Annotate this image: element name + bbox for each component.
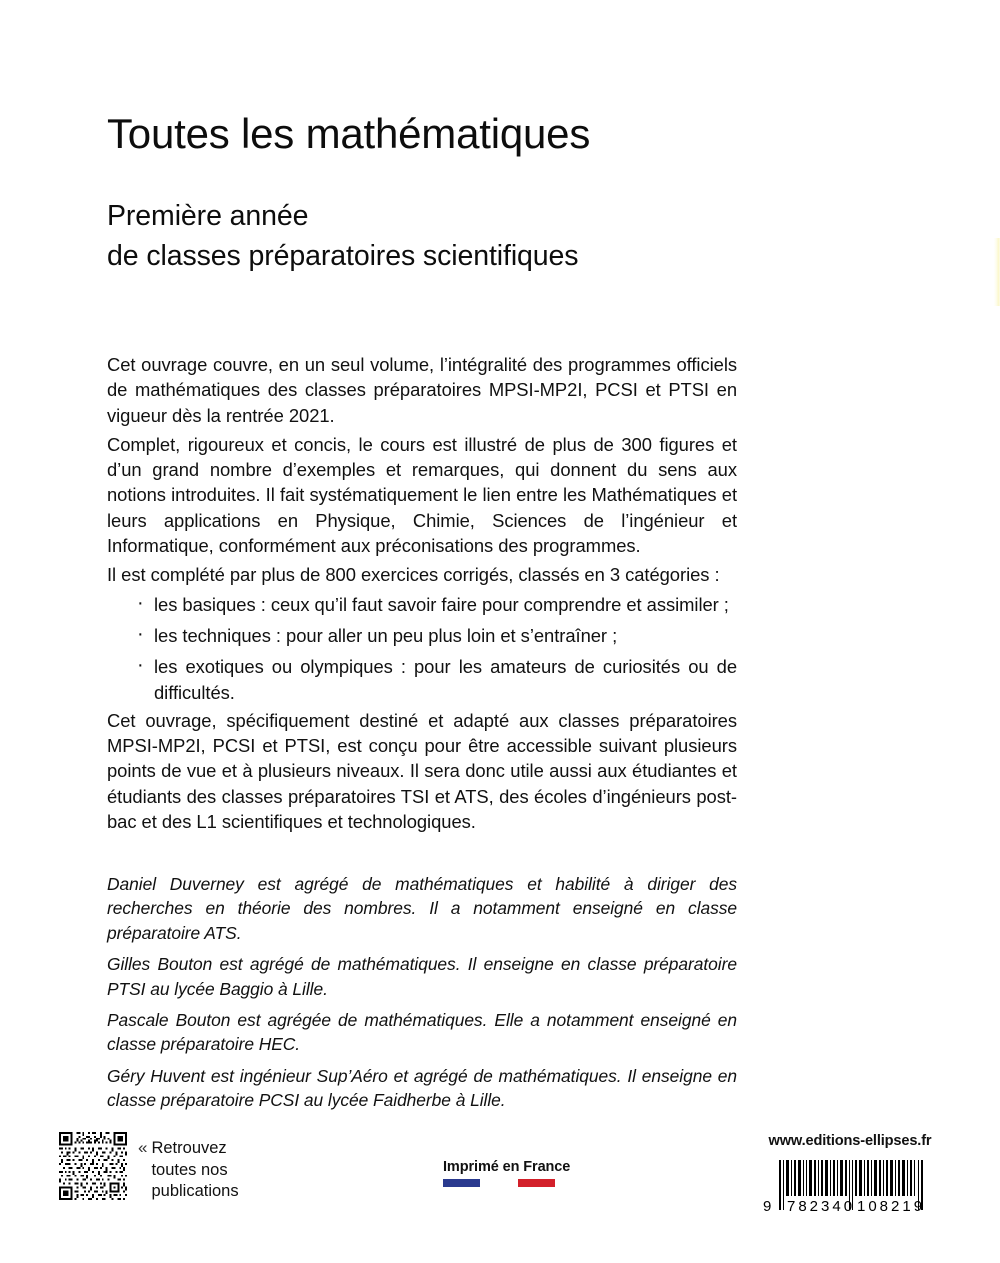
publications-line-3: publications [151,1182,239,1200]
author-bio-pascale-bouton: Pascale Bouton est agrégée de mathématiques. Elle a notamment enseigné en classe préparatoire HEC. [107,1010,737,1055]
blurb-paragraph-2: Complet, rigoureux et concis, le cours est illustré de plus de 300 figures et d’un grand nombre d’exemples et remarques, qui donnent du sens aux notions introduites. Il fait systématiquement le lien entre les Mathématiques et leurs applications en Physique, Chimie, Sciences de l’ingénieur et Informatique, conformément aux préconisations des programmes. [107,433,737,557]
isbn-barcode-icon [757,1158,943,1214]
publications-line-1: Retrouvez [151,1139,227,1157]
svg-text:9: 9 [763,1198,772,1214]
french-flag-icon [443,1179,555,1187]
printed-in-france-label: Imprimé en France [443,1159,571,1175]
qr-code-icon[interactable] [57,1130,129,1202]
list-item: · les techniques : pour aller un peu plus loin et s’entraîner ; [137,623,737,648]
publisher-website[interactable]: www.editions-ellipses.fr [768,1133,932,1149]
printed-in-france-logo [443,1158,571,1187]
subtitle-line-2: de classes préparatoires scientifiques [107,240,579,273]
flag-stripe-blue [443,1179,480,1187]
flag-stripe-white [480,1179,517,1187]
blurb-paragraph-1: Cet ouvrage couvre, en un seul volume, l’intégralité des programmes officiels de mathématiques des classes préparatoires MPSI-MP2I, PCSI et PTSI en vigueur dès la rentrée 2021. [107,354,737,426]
double-chevron-icon: « [138,1138,147,1157]
publications-qr-group[interactable] [57,1130,239,1203]
publisher-barcode-group [757,1132,943,1214]
list-item: · les basiques : ceux qu’il faut savoir faire pour comprendre et assimiler ; [137,592,737,617]
svg-text:782340: 782340 [787,1198,856,1214]
author-bio-gilles-bouton: Gilles Bouton est agrégé de mathématiques. Il enseigne en classe préparatoire PTSI au lycée Baggio à Lille. [107,954,737,999]
publications-line-2: toutes nos [151,1160,228,1179]
flag-stripe-red [518,1179,555,1187]
page-title: Toutes les mathématiques [107,110,591,157]
svg-text:108219: 108219 [857,1198,926,1214]
author-bio-huvent: Géry Huvent est ingénieur Sup’Aéro et agrégé de mathématiques. Il enseigne en classe préparatoire PCSI au lycée Faidherbe à Lille. [107,1065,737,1111]
list-item: · les exotiques ou olympiques : pour les amateurs de curiosités ou de difficultés. [137,654,737,705]
blurb-paragraph-4: Cet ouvrage, spécifiquement destiné et adapté aux classes préparatoires MPSI-MP2I, PCSI et PTSI, est conçu pour être accessible suivant plusieurs points de vue et à plusieurs niveaux. Il sera donc utile aussi aux étudiantes et étudiants des classes préparatoires TSI et ATS, des écoles d’ingénieurs post-bac et des L1 scientifiques et technologiques. [107,709,737,833]
subtitle-line-1: Première année [107,200,309,232]
publications-callout [138,1130,239,1203]
publications-callout-text [151,1138,238,1203]
author-bio-duverney: Daniel Duverney est agrégé de mathématiques et habilité à diriger des recherches en théorie des nombres. Il a notamment enseigné en classe préparatoire ATS. [107,874,737,943]
blurb-paragraph-3: Il est complété par plus de 800 exercices corrigés, classés en 3 catégories : [107,564,720,586]
